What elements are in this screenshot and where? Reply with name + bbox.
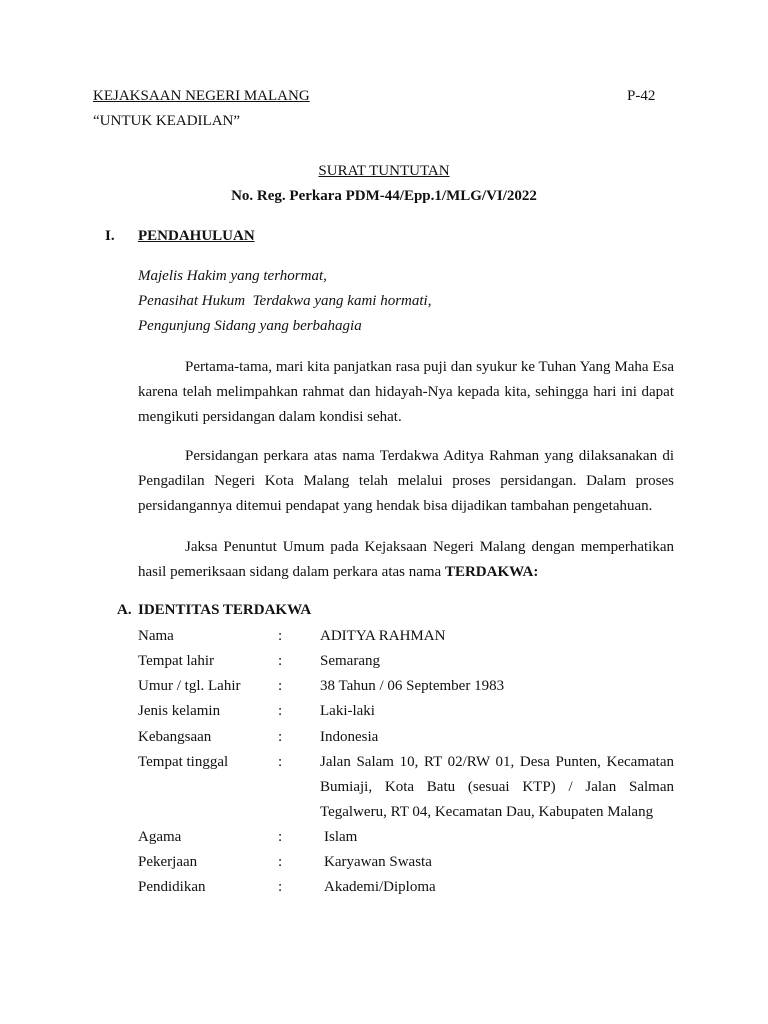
motto: “UNTUK KEADILAN” [93,113,241,129]
identity-colon: : [278,703,283,719]
section-numeral: I. [105,228,115,244]
identity-value: Karyawan Swasta [324,854,432,870]
identity-row-birthplace [0,653,768,675]
identity-label: Pendidikan [138,879,206,895]
identity-label: Jenis kelamin [138,703,221,719]
identity-row-religion [0,829,768,851]
identity-row-name [0,628,768,650]
identity-colon: : [278,879,283,895]
identity-colon: : [278,678,283,694]
greeting-line: Penasihat Hukum Terdakwa yang kami hormati, [138,293,432,309]
identity-colon: : [278,628,283,644]
identity-row-nationality [0,729,768,751]
identity-label: Agama [138,829,182,845]
identity-colon: : [278,829,283,845]
identity-colon: : [278,754,283,770]
identity-label: Kebangsaan [138,729,212,745]
identity-value-address: Jalan Salam 10, RT 02/RW 01, Desa Punten, Kecamatan Bumiaji, Kota Batu (sesuai KTP) / Jalan Salman Tegalweru, RT 04, Kecamatan Dau, Kabupaten Malang [320,754,674,820]
identity-row-age [0,678,768,700]
identity-value: 38 Tahun / 06 September 1983 [320,678,505,694]
identity-value: Laki-laki [320,703,375,719]
identity-value: Semarang [320,653,380,669]
identity-heading: IDENTITAS TERDAKWA [138,602,312,618]
registration-number: No. Reg. Perkara PDM-44/Epp.1/MLG/VI/2022 [231,188,537,204]
paragraph-prosecutor-text: Jaksa Penuntut Umum pada Kejaksaan Negeri Malang dengan memperhatikan hasil pemeriksaan sidang dalam perkara atas nama [138,539,674,580]
identity-letter: A. [117,602,132,618]
identity-row-education [0,879,768,901]
paragraph-prosecutor [138,535,674,585]
greeting-line: Majelis Hakim yang terhormat, [138,268,327,284]
document-title: SURAT TUNTUTAN [318,163,450,179]
paragraph-opening: Pertama-tama, mari kita panjatkan rasa puji dan syukur ke Tuhan Yang Maha Esa karena telah melimpahkan rahmat dan hidayah-Nya kepada kita, sehingga hari ini dapat mengikuti persidangan dalam kondisi sehat. [138,359,674,425]
form-code: P-42 [627,88,656,104]
identity-label: Tempat lahir [138,653,215,669]
office-name: KEJAKSAAN NEGERI MALANG [93,88,310,104]
identity-value: ADITYA RAHMAN [320,628,446,644]
identity-value: Indonesia [320,729,379,745]
section-heading: PENDAHULUAN [138,228,255,244]
identity-label: Umur / tgl. Lahir [138,678,241,694]
paragraph-trial: Persidangan perkara atas nama Terdakwa Aditya Rahman yang dilaksanakan di Pengadilan Negeri Kota Malang telah melalui proses persidangan. Dalam proses persidangannya ditemui pendapat yang hendak bisa dijadikan tambahan pengetahuan. [138,448,674,514]
identity-label: Nama [138,628,174,644]
identity-row-gender [0,703,768,725]
identity-label: Tempat tinggal [138,754,229,770]
identity-row-occupation [0,854,768,876]
identity-colon: : [278,854,283,870]
greeting-line: Pengunjung Sidang yang berbahagia [138,318,362,334]
identity-colon: : [278,653,283,669]
identity-colon: : [278,729,283,745]
identity-label: Pekerjaan [138,854,198,870]
identity-value: Akademi/Diploma [324,879,436,895]
paragraph-prosecutor-bold: TERDAKWA: [444,564,539,580]
identity-value: Islam [324,829,358,845]
